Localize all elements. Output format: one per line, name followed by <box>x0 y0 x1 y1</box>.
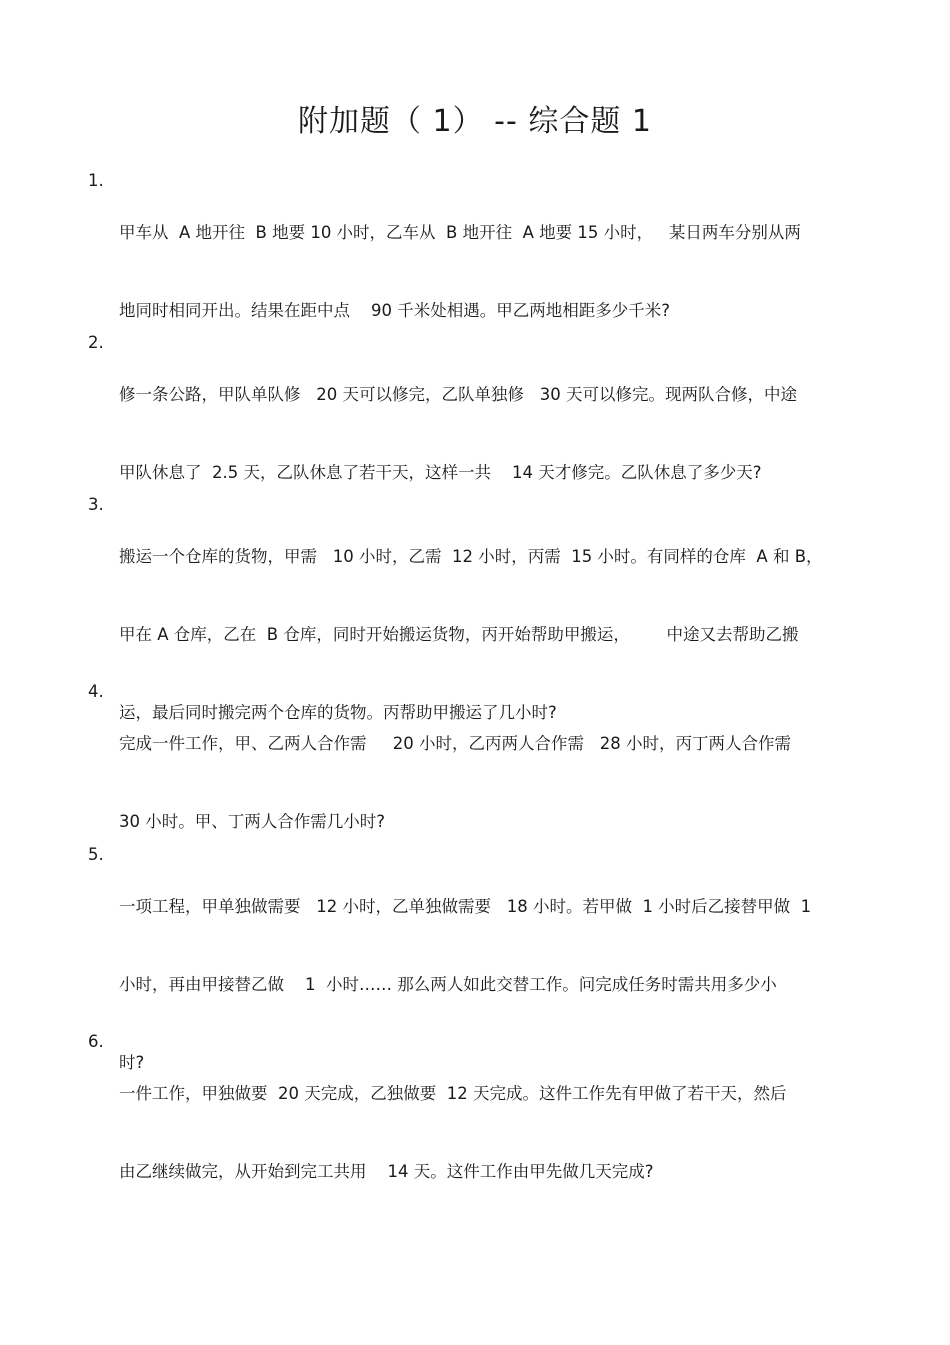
question-text <box>119 1029 868 1237</box>
question-number: 4. <box>88 682 104 701</box>
question-line: 时? <box>119 1053 145 1072</box>
question-line: 搬运一个仓库的货物，甲需 10 小时，乙需 12 小时，丙需 15 小时。有同样的仓库 A 和 B， <box>119 547 823 566</box>
question-6 <box>88 1029 868 1237</box>
question-line: 地同时相同开出。结果在距中点 90 千米处相遇。甲乙两地相距多少千米? <box>119 301 670 320</box>
question-line: 甲车从 A 地开往 B 地要 10 小时，乙车从 B 地开往 A 地要 15 小时， 某日两车分别从两 <box>119 223 801 242</box>
question-line: 小时，再由甲接替乙做 1 小时…… 那么两人如此交替工作。问完成任务时需共用多少小 <box>119 975 777 994</box>
page-title: 附加题（ 1） -- 综合题 1 <box>298 104 652 139</box>
question-number: 6. <box>88 1032 104 1051</box>
question-number: 1. <box>88 171 104 190</box>
question-line: 一项工程，甲单独做需要 12 小时，乙单独做需要 18 小时。若甲做 1 小时后乙接替甲做 1 <box>119 897 812 916</box>
question-line: 甲队休息了 2.5 天，乙队休息了若干天，这样一共 14 天才修完。乙队休息了多少天? <box>119 463 762 482</box>
question-number: 2. <box>88 333 104 352</box>
question-number: 5. <box>88 845 104 864</box>
question-line: 30 小时。甲、丁两人合作需几小时? <box>119 812 385 831</box>
question-line: 完成一件工作，甲、乙两人合作需 20 小时，乙丙两人合作需 28 小时，丙丁两人合作需 <box>119 734 791 753</box>
question-line: 运，最后同时搬完两个仓库的货物。丙帮助甲搬运了几小时? <box>119 703 557 722</box>
question-line: 由乙继续做完，从开始到完工共用 14 天。这件工作由甲先做几天完成? <box>119 1162 654 1181</box>
question-line: 甲在 A 仓库，乙在 B 仓库，同时开始搬运货物，丙开始帮助甲搬运， 中途又去帮助乙搬 <box>119 625 799 644</box>
question-number: 3. <box>88 495 104 514</box>
question-line: 一件工作，甲独做要 20 天完成，乙独做要 12 天完成。这件工作先有甲做了若干天，然后 <box>119 1084 787 1103</box>
question-line: 修一条公路，甲队单队修 20 天可以修完，乙队单独修 30 天可以修完。现两队合修，中途 <box>119 385 797 404</box>
